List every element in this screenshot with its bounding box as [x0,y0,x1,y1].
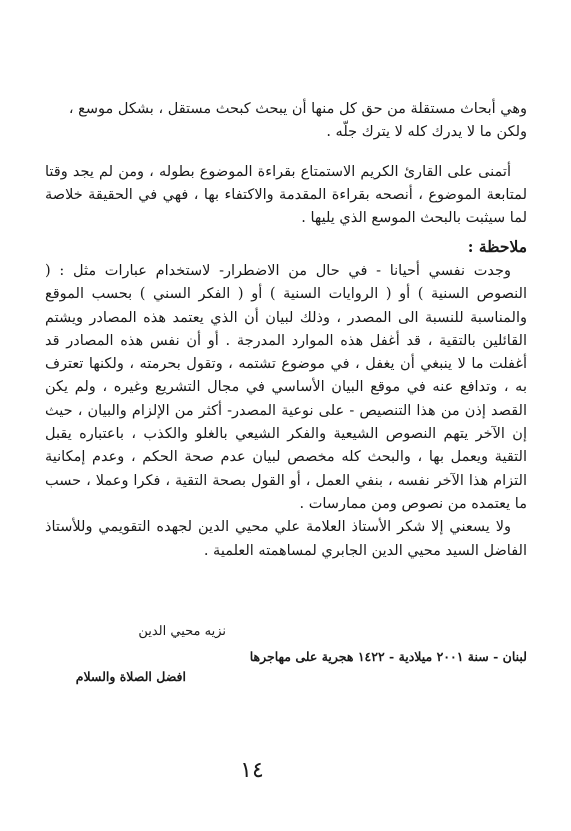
note-paragraph-2: ولا يسعني إلا شكر الأستاذ العلامة علي محيي الدين لجهده التقويمي وللأستاذ الفاضل السيد محيي الدين الجابري لمساهمته العلمية . [45,519,527,559]
intro-line-1: وهي أبحاث مستقلة من حق كل منها أن يبحث كبحث مستقل ، بشكل موسع ، [68,101,527,117]
note-heading: ملاحظة : [467,237,527,256]
intro-line-2: ولكن ما لا يدرك كله لا يترك جلّه . [326,124,527,140]
recommendation-paragraph [45,161,527,230]
blessing-line: افضل الصلاة والسلام [75,669,186,684]
page-number: ١٤ [240,758,264,783]
note-body [45,260,527,563]
intro-paragraph [45,98,527,144]
recommendation-text: أتمنى على القارئ الكريم الاستمتاع بقراءة الموضوع بطوله ، ومن لم يجد وقتا لمتابعة الموضوع ، أنصحه بقراءة المقدمة والاكتفاء بها ، فهي في الحقيقة خلاصة لما سيثبت بالبحث الموسع الذي يليها . [45,164,527,226]
place-date-line: لبنان - سنة ٢٠٠١ ميلادية - ١٤٢٢ هجرية على مهاجرها [249,649,527,664]
author-signature: نزيه محيي الدين [138,624,226,639]
note-paragraph-1: وجدت نفسي أحيانا - في حال من الاضطرار- لاستخدام عبارات مثل : ( النصوص السنية ) أو ( الروايات السنية ) أو ( الفكر السني ) بحسب الموقع والمناسبة للنسبة الى المصدر ، وذلك لبيان أن الذي يعتمد هذه المصادر ويشتم القائلين بالتقية ، قد أغفل هذه الموارد المدرجة . أو أن نفس هذه المصادر قد أغفلت ما لا ينبغي أن يغفل ، في موضوع تشتمه ، وتقول بحرمته ، ولكنها تعترف به ، وتدافع عنه في موقع البيان الأساسي في مجال التشريع وغيره ، ولم يكن القصد إذن من هذا التنصيص - على نوعية المصدر- أكثر من الإلزام والبيان ، حيث إن الآخر يتهم النصوص الشيعية والفكر الشيعي بالغلو والكذب ، باعتباره يقبل التقية ويعمل بها ، والبحث كله مخصص لبيان عدم صحة الحكم ، وعدم إمكانية التزام هذا الآخر نفسه ، بنفي العمل ، أو القول بصحة التقية ، فكرا وعملا ، حسب ما يعتمده من نصوص ومن ممارسات . [45,263,527,512]
